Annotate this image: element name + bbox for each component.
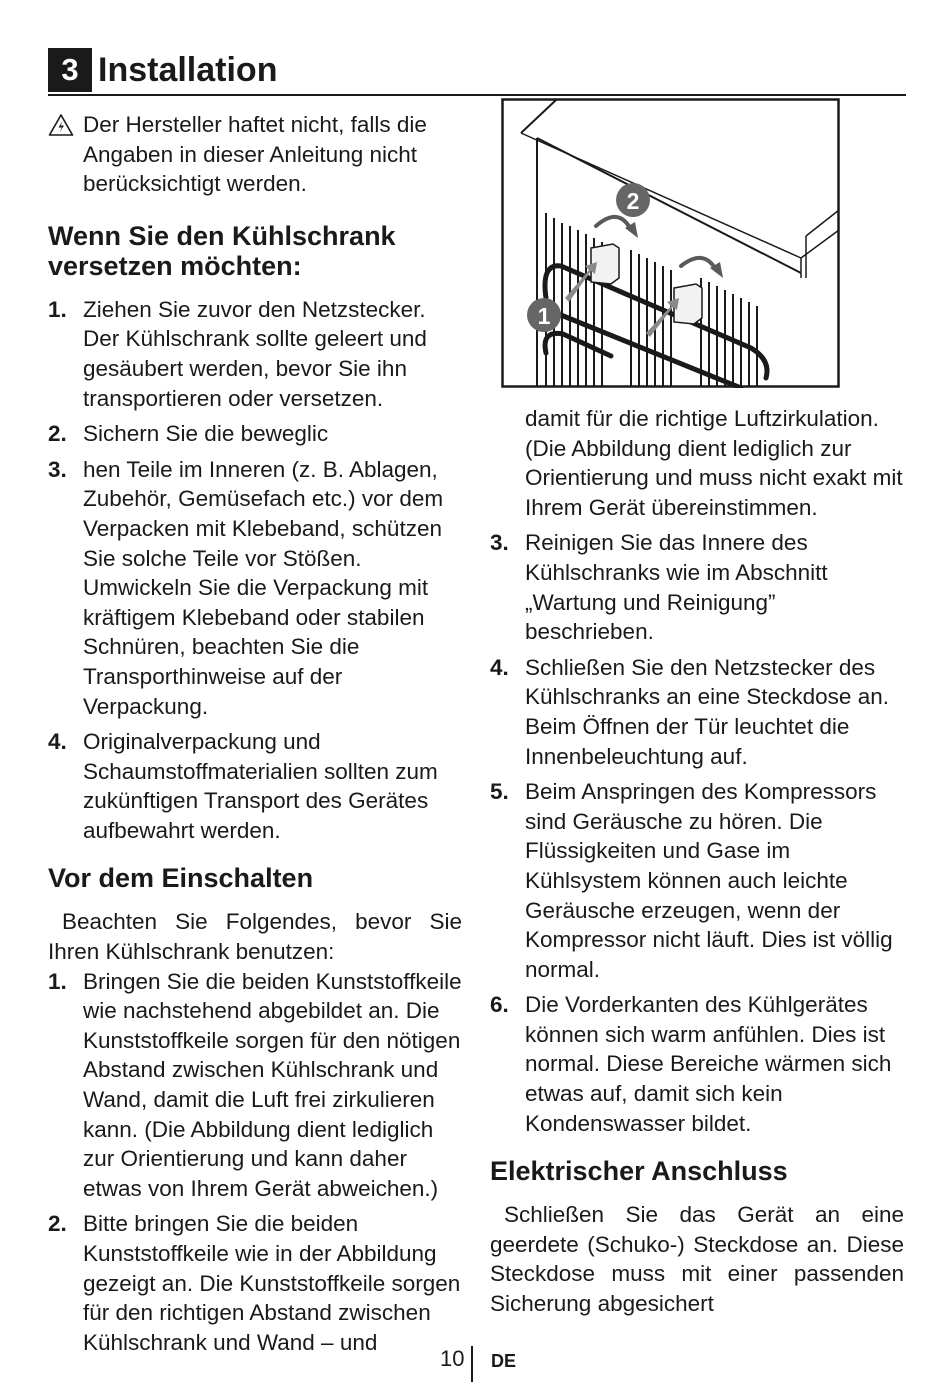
list-item: 1. Bringen Sie die beiden Kunststoffkeile wie nachstehend abgebildet an. Die Kunststoffkeile sorgen für den nötigen Abstand zwischen Kühlschrank und Wand, damit die Luft frei zirkulieren kann. (Die Abbildung dient lediglich zur Orientierung und kann daher etwas von Ihrem Gerät abweichen.) xyxy=(48,968,462,1201)
list-item: 5. Beim Anspringen des Kompressors sind Geräusche zu hören. Die Flüssigkeiten und Gase im Kühlsystem können auch leichte Geräusche erzeugen, wenn der Kompressor nicht läuft. Dies ist völlig normal. xyxy=(490,779,893,982)
warning-triangle-icon xyxy=(48,113,74,137)
list-item: 1. Ziehen Sie zuvor den Netzstecker. Der Kühlschrank sollte geleert und gesäubert werden, bevor Sie ihn transportieren oder versetzen. xyxy=(48,296,427,411)
chapter-header xyxy=(48,48,906,96)
page-number: 10 xyxy=(440,1346,465,1371)
footer-divider xyxy=(471,1346,473,1382)
list-item: 3. Reinigen Sie das Innere des Kühlschranks wie im Abschnitt „Wartung und Reinigung” beschrieben. xyxy=(490,530,828,645)
chapter-number: 3 xyxy=(48,48,92,92)
heading-move-fridge: Wenn Sie den Kühlschrank versetzen möchten: xyxy=(48,220,396,281)
figure-label-2: 2 xyxy=(626,188,640,214)
list-item: 6. Die Vorderkanten des Kühlgerätes können sich warm anfühlen. Dies ist normal. Diese Bereiche wärmen sich etwas auf, damit sich kein Kondenswasser bildet. xyxy=(490,992,892,1136)
before-steps-list xyxy=(48,967,462,1358)
heading-electrical-connection: Elektrischer Anschluss xyxy=(490,1156,788,1187)
warning-text: Der Hersteller haftet nicht, falls die Angaben in dieser Anleitung nicht berücksichtigt werden. xyxy=(83,112,427,197)
list-item: 3. hen Teile im Inneren (z. B. Ablagen, Zubehör, Gemüsefach etc.) vor dem Verpacken mit Klebeband, schützen Sie solche Teile vor Stößen. Umwickeln Sie die Verpackung mit kräftigem Klebeband oder stabilen Schnüren, beachten Sie die Transporthinweise auf der Verpackung. xyxy=(48,456,444,719)
left-column xyxy=(48,110,462,1363)
list-item: 2. Bitte bringen Sie die beiden Kunststoffkeile wie in der Abbildung gezeigt an. Die Kunststoffkeile sorgen für den richtigen Abstand zwischen Kühlschrank und Wand – und xyxy=(48,1211,461,1355)
before-steps-list-continued xyxy=(490,528,904,1138)
chapter-title: Installation xyxy=(98,51,278,89)
spacer-wedge-illustration xyxy=(501,98,840,388)
move-steps-list xyxy=(48,295,462,846)
language-code: DE xyxy=(491,1351,517,1371)
item-2-continued-text: damit für die richtige Luftzirkulation. (Die Abbildung dient lediglich zur Orientierung und muss nicht exakt mit Ihrem Gerät übereinstimmen. xyxy=(525,406,903,520)
list-item: 4. Schließen Sie den Netzstecker des Kühlschranks an eine Steckdose an. Beim Öffnen der Tür leuchtet die Innenbeleuchtung auf. xyxy=(490,654,889,769)
electrical-intro-text: Schließen Sie das Gerät an eine geerdete (Schuko-) Steckdose an. Diese Steckdose muss mit einer passenden Sicherung abgesichert xyxy=(490,1202,904,1317)
heading-before-switching-on: Vor dem Einschalten xyxy=(48,863,314,894)
right-column xyxy=(490,404,904,1319)
before-intro-text: Beachten Sie Folgendes, bevor Sie Ihren Kühlschrank benutzen: xyxy=(48,909,462,965)
list-item: 4. Originalverpackung und Schaumstoffmaterialien sollten zum zukünftigen Transport des Gerätes aufbewahrt werden. xyxy=(48,729,438,843)
figure-label-1: 1 xyxy=(537,303,551,329)
warning-notice xyxy=(48,110,462,199)
list-item: 2. Sichern Sie die beweglic xyxy=(48,421,329,447)
